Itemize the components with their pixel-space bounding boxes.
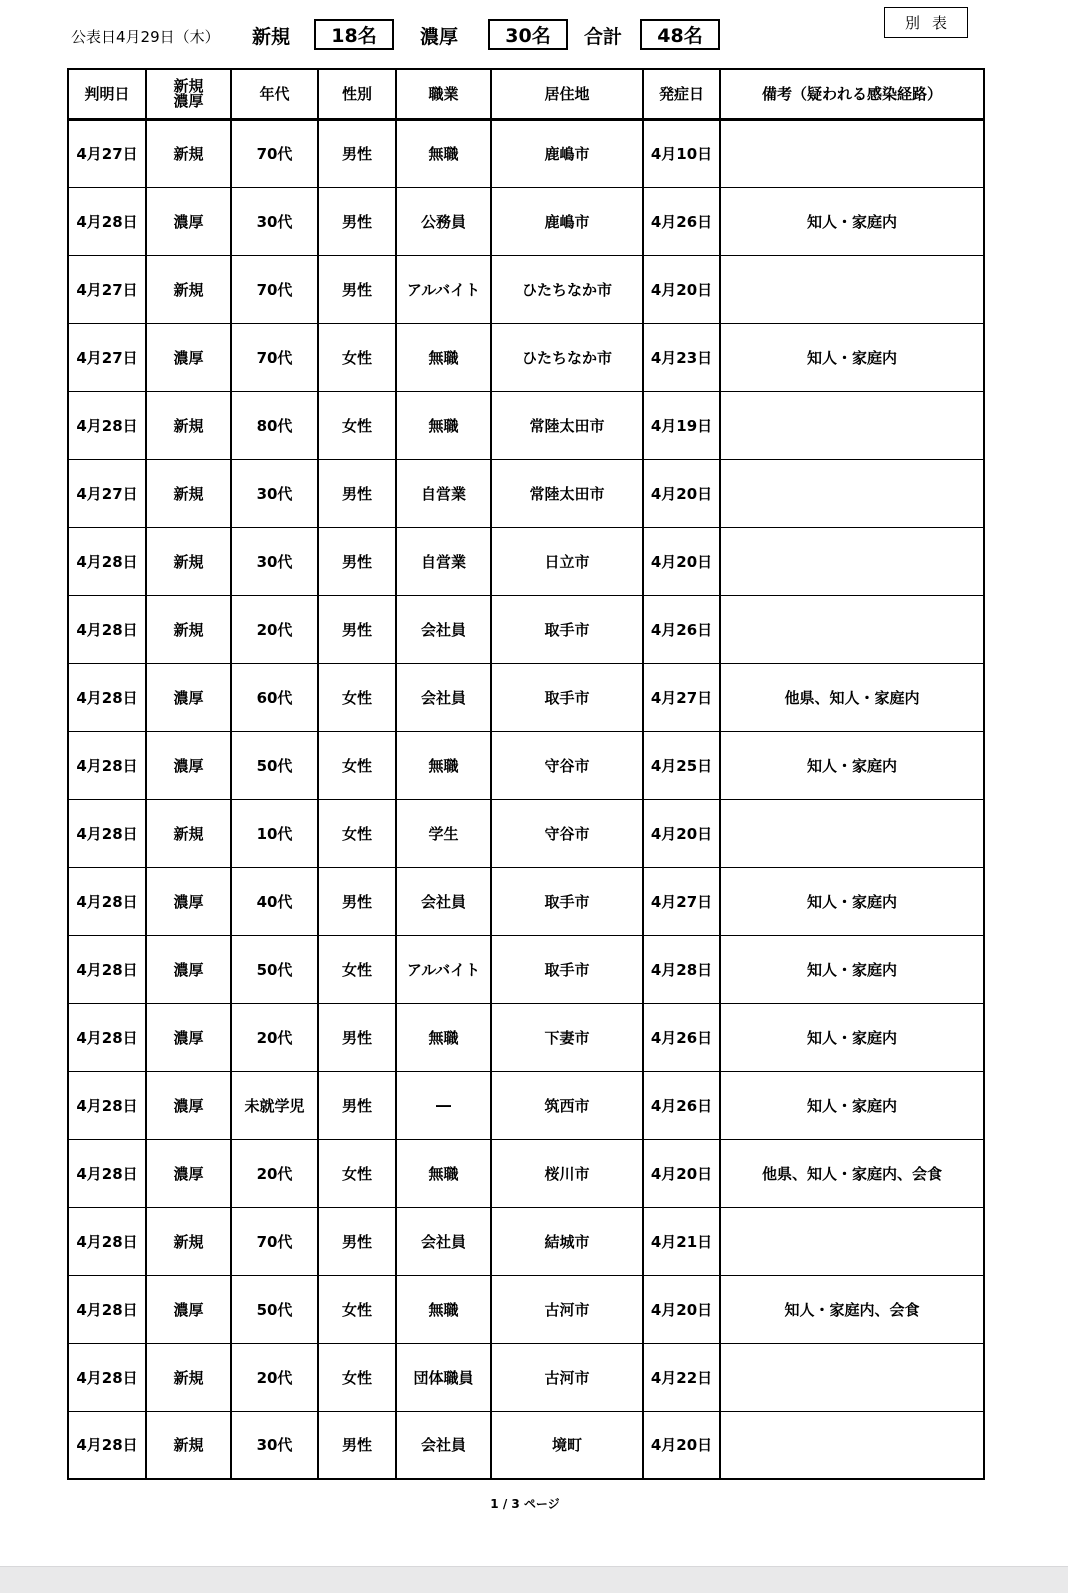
sex-cell: 女性 (318, 323, 396, 391)
sex-cell: 男性 (318, 459, 396, 527)
notes-cell (720, 1207, 984, 1275)
onset-date-cell: 4月19日 (643, 391, 720, 459)
occupation-cell: 会社員 (396, 663, 491, 731)
age-cell: 10代 (231, 799, 318, 867)
case-type-cell: 濃厚 (146, 663, 231, 731)
case-type-cell: 新規 (146, 459, 231, 527)
onset-date-cell: 4月22日 (643, 1343, 720, 1411)
confirmed-date-cell: 4月28日 (68, 1343, 146, 1411)
column-header: 発症日 (643, 69, 720, 119)
notes-cell: 他県、知人・家庭内、会食 (720, 1139, 984, 1207)
notes-cell (720, 527, 984, 595)
sex-cell: 女性 (318, 391, 396, 459)
notes-cell: 知人・家庭内 (720, 935, 984, 1003)
age-cell: 70代 (231, 255, 318, 323)
age-cell: 50代 (231, 731, 318, 799)
confirmed-date-cell: 4月28日 (68, 1275, 146, 1343)
case-type-cell: 濃厚 (146, 867, 231, 935)
residence-cell: 筑西市 (491, 1071, 643, 1139)
case-type-cell: 新規 (146, 595, 231, 663)
sex-cell: 女性 (318, 935, 396, 1003)
occupation-cell: 無職 (396, 323, 491, 391)
notes-cell (720, 255, 984, 323)
total-label: 合計 (584, 26, 623, 48)
column-header: 性別 (318, 69, 396, 119)
occupation-cell: 無職 (396, 119, 491, 187)
residence-cell: 境町 (491, 1411, 643, 1479)
table-row (68, 119, 984, 187)
notes-cell (720, 391, 984, 459)
confirmed-date-cell: 4月28日 (68, 1003, 146, 1071)
close-contact-count-box: 30名 (488, 19, 568, 50)
table-row (68, 391, 984, 459)
occupation-cell: 公務員 (396, 187, 491, 255)
occupation-cell: 会社員 (396, 867, 491, 935)
column-header (146, 69, 231, 119)
confirmed-date-cell: 4月28日 (68, 663, 146, 731)
case-type-cell: 濃厚 (146, 1003, 231, 1071)
confirmed-date-cell: 4月28日 (68, 867, 146, 935)
cases-table (67, 68, 985, 1480)
notes-cell (720, 119, 984, 187)
case-type-cell: 濃厚 (146, 323, 231, 391)
occupation-cell: アルバイト (396, 255, 491, 323)
onset-date-cell: 4月21日 (643, 1207, 720, 1275)
sex-cell: 男性 (318, 527, 396, 595)
onset-date-cell: 4月20日 (643, 255, 720, 323)
age-cell: 30代 (231, 527, 318, 595)
age-cell: 30代 (231, 459, 318, 527)
onset-date-cell: 4月27日 (643, 663, 720, 731)
residence-cell: 下妻市 (491, 1003, 643, 1071)
age-cell: 20代 (231, 1343, 318, 1411)
sex-cell: 男性 (318, 1003, 396, 1071)
onset-date-cell: 4月25日 (643, 731, 720, 799)
residence-cell: 常陸太田市 (491, 391, 643, 459)
sex-cell: 女性 (318, 1343, 396, 1411)
residence-cell: 常陸太田市 (491, 459, 643, 527)
age-cell: 20代 (231, 595, 318, 663)
sex-cell: 男性 (318, 595, 396, 663)
sex-cell: 女性 (318, 663, 396, 731)
confirmed-date-cell: 4月28日 (68, 1207, 146, 1275)
residence-cell: 取手市 (491, 663, 643, 731)
residence-cell: 日立市 (491, 527, 643, 595)
close-contact-label: 濃厚 (420, 26, 459, 48)
table-row (68, 663, 984, 731)
case-type-cell: 濃厚 (146, 1071, 231, 1139)
age-cell: 40代 (231, 867, 318, 935)
column-header-line: 新規 (173, 76, 204, 95)
case-type-cell: 新規 (146, 119, 231, 187)
notes-cell: 知人・家庭内 (720, 187, 984, 255)
residence-cell: 結城市 (491, 1207, 643, 1275)
residence-cell: 桜川市 (491, 1139, 643, 1207)
occupation-cell: 会社員 (396, 1207, 491, 1275)
residence-cell: 鹿嶋市 (491, 187, 643, 255)
onset-date-cell: 4月26日 (643, 1071, 720, 1139)
residence-cell: 取手市 (491, 595, 643, 663)
confirmed-date-cell: 4月27日 (68, 119, 146, 187)
notes-cell: 知人・家庭内 (720, 323, 984, 391)
case-type-cell: 新規 (146, 1207, 231, 1275)
confirmed-date-cell: 4月28日 (68, 731, 146, 799)
sex-cell: 男性 (318, 1071, 396, 1139)
viewer-bottom-bar (0, 1566, 1068, 1593)
sex-cell: 女性 (318, 799, 396, 867)
sex-cell: 男性 (318, 255, 396, 323)
notes-cell (720, 459, 984, 527)
onset-date-cell: 4月10日 (643, 119, 720, 187)
occupation-cell: 無職 (396, 391, 491, 459)
new-label: 新規 (252, 26, 291, 48)
age-cell: 20代 (231, 1003, 318, 1071)
occupation-cell: 会社員 (396, 595, 491, 663)
onset-date-cell: 4月26日 (643, 595, 720, 663)
age-cell: 未就学児 (231, 1071, 318, 1139)
column-header: 職業 (396, 69, 491, 119)
table-row (68, 255, 984, 323)
column-header: 判明日 (68, 69, 146, 119)
onset-date-cell: 4月20日 (643, 459, 720, 527)
notes-cell: 知人・家庭内 (720, 731, 984, 799)
confirmed-date-cell: 4月27日 (68, 459, 146, 527)
case-type-cell: 新規 (146, 391, 231, 459)
age-cell: 20代 (231, 1139, 318, 1207)
case-type-cell: 濃厚 (146, 1139, 231, 1207)
residence-cell: 古河市 (491, 1275, 643, 1343)
table-row (68, 459, 984, 527)
age-cell: 70代 (231, 323, 318, 391)
onset-date-cell: 4月20日 (643, 1411, 720, 1479)
occupation-cell: 無職 (396, 1003, 491, 1071)
occupation-cell: 学生 (396, 799, 491, 867)
case-type-cell: 新規 (146, 1411, 231, 1479)
confirmed-date-cell: 4月28日 (68, 187, 146, 255)
case-type-cell: 濃厚 (146, 187, 231, 255)
column-header: 年代 (231, 69, 318, 119)
age-cell: 50代 (231, 1275, 318, 1343)
notes-cell: 知人・家庭内 (720, 1003, 984, 1071)
case-type-cell: 新規 (146, 799, 231, 867)
residence-cell: ひたちなか市 (491, 323, 643, 391)
notes-cell: 他県、知人・家庭内 (720, 663, 984, 731)
table-row (68, 187, 984, 255)
new-count-box: 18名 (314, 19, 394, 50)
occupation-cell: 自営業 (396, 459, 491, 527)
published-date: 公表日4月29日（木） (71, 28, 220, 46)
table-row (68, 867, 984, 935)
table-row (68, 1003, 984, 1071)
confirmed-date-cell: 4月28日 (68, 1139, 146, 1207)
table-row (68, 595, 984, 663)
confirmed-date-cell: 4月28日 (68, 391, 146, 459)
age-cell: 70代 (231, 119, 318, 187)
table-header-row (68, 69, 984, 119)
table-row (68, 1071, 984, 1139)
occupation-cell: 無職 (396, 1275, 491, 1343)
case-type-cell: 新規 (146, 527, 231, 595)
age-cell: 30代 (231, 187, 318, 255)
table-row (68, 731, 984, 799)
sex-cell: 男性 (318, 1207, 396, 1275)
sex-cell: 男性 (318, 119, 396, 187)
page-number: 1 / 3 ページ (490, 1497, 560, 1511)
age-cell: 70代 (231, 1207, 318, 1275)
residence-cell: 守谷市 (491, 799, 643, 867)
onset-date-cell: 4月27日 (643, 867, 720, 935)
table-row (68, 1275, 984, 1343)
column-header: 備考（疑われる感染経路） (720, 69, 984, 119)
sex-cell: 女性 (318, 1275, 396, 1343)
residence-cell: 取手市 (491, 867, 643, 935)
onset-date-cell: 4月20日 (643, 1139, 720, 1207)
table-row (68, 527, 984, 595)
residence-cell: ひたちなか市 (491, 255, 643, 323)
table-row (68, 323, 984, 391)
occupation-cell: 無職 (396, 731, 491, 799)
sex-cell: 女性 (318, 731, 396, 799)
residence-cell: 古河市 (491, 1343, 643, 1411)
age-cell: 80代 (231, 391, 318, 459)
column-header-line: 濃厚 (173, 91, 204, 110)
confirmed-date-cell: 4月28日 (68, 595, 146, 663)
sex-cell: 男性 (318, 1411, 396, 1479)
sex-cell: 男性 (318, 867, 396, 935)
notes-cell (720, 1343, 984, 1411)
occupation-cell: 無職 (396, 1139, 491, 1207)
table-row (68, 1139, 984, 1207)
sex-cell: 女性 (318, 1139, 396, 1207)
total-count-box: 48名 (640, 19, 720, 50)
occupation-cell: 団体職員 (396, 1343, 491, 1411)
table-row (68, 799, 984, 867)
case-type-cell: 新規 (146, 255, 231, 323)
case-type-cell: 濃厚 (146, 935, 231, 1003)
onset-date-cell: 4月26日 (643, 1003, 720, 1071)
notes-cell (720, 595, 984, 663)
table-row (68, 935, 984, 1003)
confirmed-date-cell: 4月28日 (68, 935, 146, 1003)
confirmed-date-cell: 4月28日 (68, 1071, 146, 1139)
onset-date-cell: 4月20日 (643, 799, 720, 867)
residence-cell: 鹿嶋市 (491, 119, 643, 187)
occupation-cell: アルバイト (396, 935, 491, 1003)
case-type-cell: 濃厚 (146, 1275, 231, 1343)
table-row (68, 1207, 984, 1275)
notes-cell (720, 1411, 984, 1479)
onset-date-cell: 4月20日 (643, 527, 720, 595)
confirmed-date-cell: 4月27日 (68, 255, 146, 323)
confirmed-date-cell: 4月28日 (68, 799, 146, 867)
onset-date-cell: 4月28日 (643, 935, 720, 1003)
case-type-cell: 新規 (146, 1343, 231, 1411)
sex-cell: 男性 (318, 187, 396, 255)
notes-cell (720, 799, 984, 867)
table-row (68, 1343, 984, 1411)
confirmed-date-cell: 4月27日 (68, 323, 146, 391)
occupation-cell: 会社員 (396, 1411, 491, 1479)
column-header: 居住地 (491, 69, 643, 119)
occupation-cell: 自営業 (396, 527, 491, 595)
age-cell: 60代 (231, 663, 318, 731)
onset-date-cell: 4月20日 (643, 1275, 720, 1343)
onset-date-cell: 4月26日 (643, 187, 720, 255)
age-cell: 50代 (231, 935, 318, 1003)
table-row (68, 1411, 984, 1479)
residence-cell: 取手市 (491, 935, 643, 1003)
notes-cell: 知人・家庭内 (720, 867, 984, 935)
case-type-cell: 濃厚 (146, 731, 231, 799)
occupation-cell: ― (396, 1071, 491, 1139)
onset-date-cell: 4月23日 (643, 323, 720, 391)
residence-cell: 守谷市 (491, 731, 643, 799)
age-cell: 30代 (231, 1411, 318, 1479)
appendix-label: 別表 (884, 7, 968, 38)
notes-cell: 知人・家庭内 (720, 1071, 984, 1139)
confirmed-date-cell: 4月28日 (68, 1411, 146, 1479)
confirmed-date-cell: 4月28日 (68, 527, 146, 595)
notes-cell: 知人・家庭内、会食 (720, 1275, 984, 1343)
